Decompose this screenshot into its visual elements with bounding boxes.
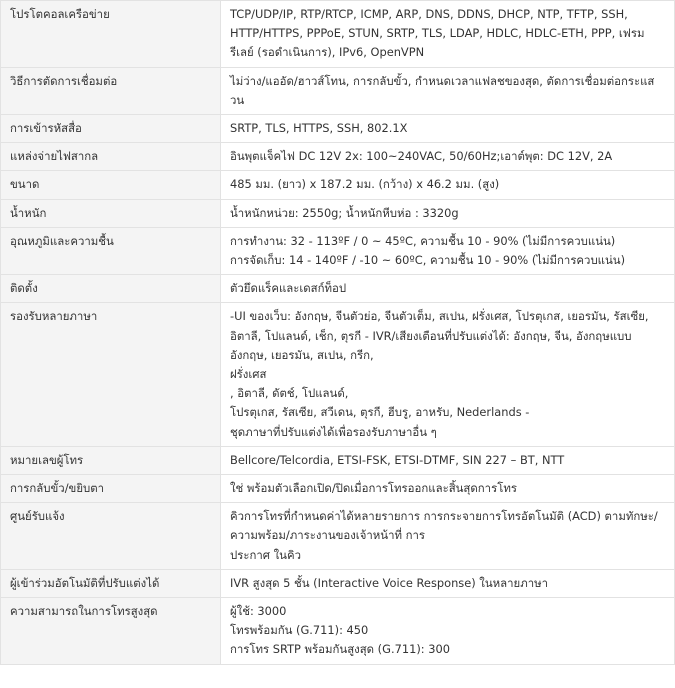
spec-value-line: ชุดภาษาที่ปรับแต่งได้เพื่อรองรับภาษาอื่น ๆ [230, 424, 437, 439]
spec-value-line: -UI ของเว็บ: อังกฤษ, จีนตัวย่อ, จีนตัวเต็ม, สเปน, ฝรั่งเศส, โปรตุเกส, เยอรมัน, รัสเซีย, อิตาลี, โปแลนด์, เช็ก, ตุรกี - IVR/เสียงเตือนที่ปรับแต่งได้: อังกฤษ, จีน, อังกฤษแบบอังกฤษ, เยอรมัน, สเปน, กรีก, [230, 309, 649, 362]
spec-value [221, 199, 675, 227]
spec-value-line: ใช่ พร้อมตัวเลือกเปิด/ปิดเมื่อการโทรออกและสิ้นสุดการโทร [230, 481, 517, 496]
spec-value-line: การโทร SRTP พร้อมกันสูงสุด (G.711): 300 [230, 642, 450, 657]
spec-value-line: ตัวยึดแร็คและเดสก์ท็อป [230, 281, 347, 296]
spec-value-line: 485 มม. (ยาว) x 187.2 มม. (กว้าง) x 46.2 มม. (สูง) [230, 177, 500, 192]
spec-value-line: Bellcore/Telcordia, ETSI-FSK, ETSI-DTMF, SIN 227 – BT, NTT [230, 452, 565, 467]
spec-value-line: อินพุตแจ็คไฟ DC 12V 2x: 100~240VAC, 50/60Hz;เอาต์พุต: DC 12V, 2A [230, 149, 613, 164]
spec-row [1, 199, 675, 227]
spec-label: อุณหภูมิและความชื้น [1, 227, 221, 274]
spec-value [221, 598, 675, 665]
spec-value [221, 303, 675, 446]
spec-value [221, 503, 675, 570]
spec-row [1, 227, 675, 274]
spec-value [221, 115, 675, 143]
spec-row [1, 303, 675, 446]
spec-value-line: โปรตุเกส, รัสเซีย, สวีเดน, ตุรกี, ฮีบรู, อาหรับ, Nederlands - [230, 405, 530, 420]
spec-value-line: ผู้ใช้: 3000 [230, 604, 287, 619]
spec-value [221, 569, 675, 597]
spec-value-line: SRTP, TLS, HTTPS, SSH, 802.1X [230, 121, 408, 136]
spec-row [1, 503, 675, 570]
spec-label: การกลับขั้ว/ขยิบตา [1, 475, 221, 503]
spec-value-line: ไม่ว่าง/แออัด/ฮาวส์โทน, การกลับขั้ว, กำหนดเวลาแฟลชของสุด, ตัดการเชื่อมต่อกระแสวน [230, 73, 655, 107]
spec-label: รองรับหลายภาษา [1, 303, 221, 446]
spec-value-line: การจัดเก็บ: 14 - 140ºF / -10 ~ 60ºC, ความชื้น 10 - 90% (ไม่มีการควบแน่น) [230, 253, 626, 268]
spec-value-line: การทำงาน: 32 - 113ºF / 0 ~ 45ºC, ความชื้น 10 - 90% (ไม่มีการควบแน่น) [230, 233, 616, 248]
spec-value [221, 1, 675, 68]
spec-row [1, 446, 675, 474]
spec-value [221, 143, 675, 171]
spec-row [1, 598, 675, 665]
spec-label: หมายเลขผู้โทร [1, 446, 221, 474]
spec-value-line: ฝรั่งเศส [230, 367, 267, 382]
spec-value [221, 67, 675, 114]
spec-value-line: รีเลย์ (รอดำเนินการ), IPv6, OpenVPN [230, 45, 425, 60]
spec-label: แหล่งจ่ายไฟสากล [1, 143, 221, 171]
spec-value [221, 475, 675, 503]
spec-label: โปรโตคอลเครือข่าย [1, 1, 221, 68]
spec-label: ติดตั้ง [1, 275, 221, 303]
spec-label: ความสามารถในการโทรสูงสุด [1, 598, 221, 665]
spec-value-line: IVR สูงสุด 5 ชั้น (Interactive Voice Response) ในหลายภาษา [230, 575, 549, 590]
spec-row [1, 143, 675, 171]
specifications-table-body [1, 1, 675, 665]
spec-label: ศูนย์รับแจ้ง [1, 503, 221, 570]
spec-row [1, 1, 675, 68]
spec-row [1, 67, 675, 114]
spec-value-line: น้ำหนักหน่วย: 2550g; น้ำหนักหีบห่อ : 3320g [230, 205, 459, 220]
spec-value [221, 446, 675, 474]
spec-value-line: คิวการโทรที่กำหนดค่าได้หลายรายการ การกระจายการโทรอัตโนมัติ (ACD) ตามทักษะ/ความพร้อม/ภาระงานของเจ้าหน้าที่ การ [230, 509, 658, 543]
spec-value-line: ประกาศ ในคิว [230, 547, 301, 562]
spec-value-line: , อิตาลี, ดัตช์, โปแลนด์, [230, 386, 349, 401]
spec-row [1, 171, 675, 199]
spec-value-line: TCP/UDP/IP, RTP/RTCP, ICMP, ARP, DNS, DDNS, DHCP, NTP, TFTP, SSH, HTTP/HTTPS, PPPoE, STUN, SRTP, TLS, LDAP, HDLC, HDLC-ETH, PPP, เฟรม [230, 7, 645, 41]
spec-label: น้ำหนัก [1, 199, 221, 227]
spec-value-line: โทรพร้อมกัน (G.711): 450 [230, 623, 369, 638]
spec-row [1, 275, 675, 303]
spec-value [221, 227, 675, 274]
spec-row [1, 569, 675, 597]
spec-value [221, 275, 675, 303]
spec-label: วิธีการตัดการเชื่อมต่อ [1, 67, 221, 114]
spec-label: การเข้ารหัสสื่อ [1, 115, 221, 143]
spec-label: ผู้เข้าร่วมอัตโนมัติที่ปรับแต่งได้ [1, 569, 221, 597]
spec-row [1, 115, 675, 143]
spec-row [1, 475, 675, 503]
spec-value [221, 171, 675, 199]
spec-label: ขนาด [1, 171, 221, 199]
